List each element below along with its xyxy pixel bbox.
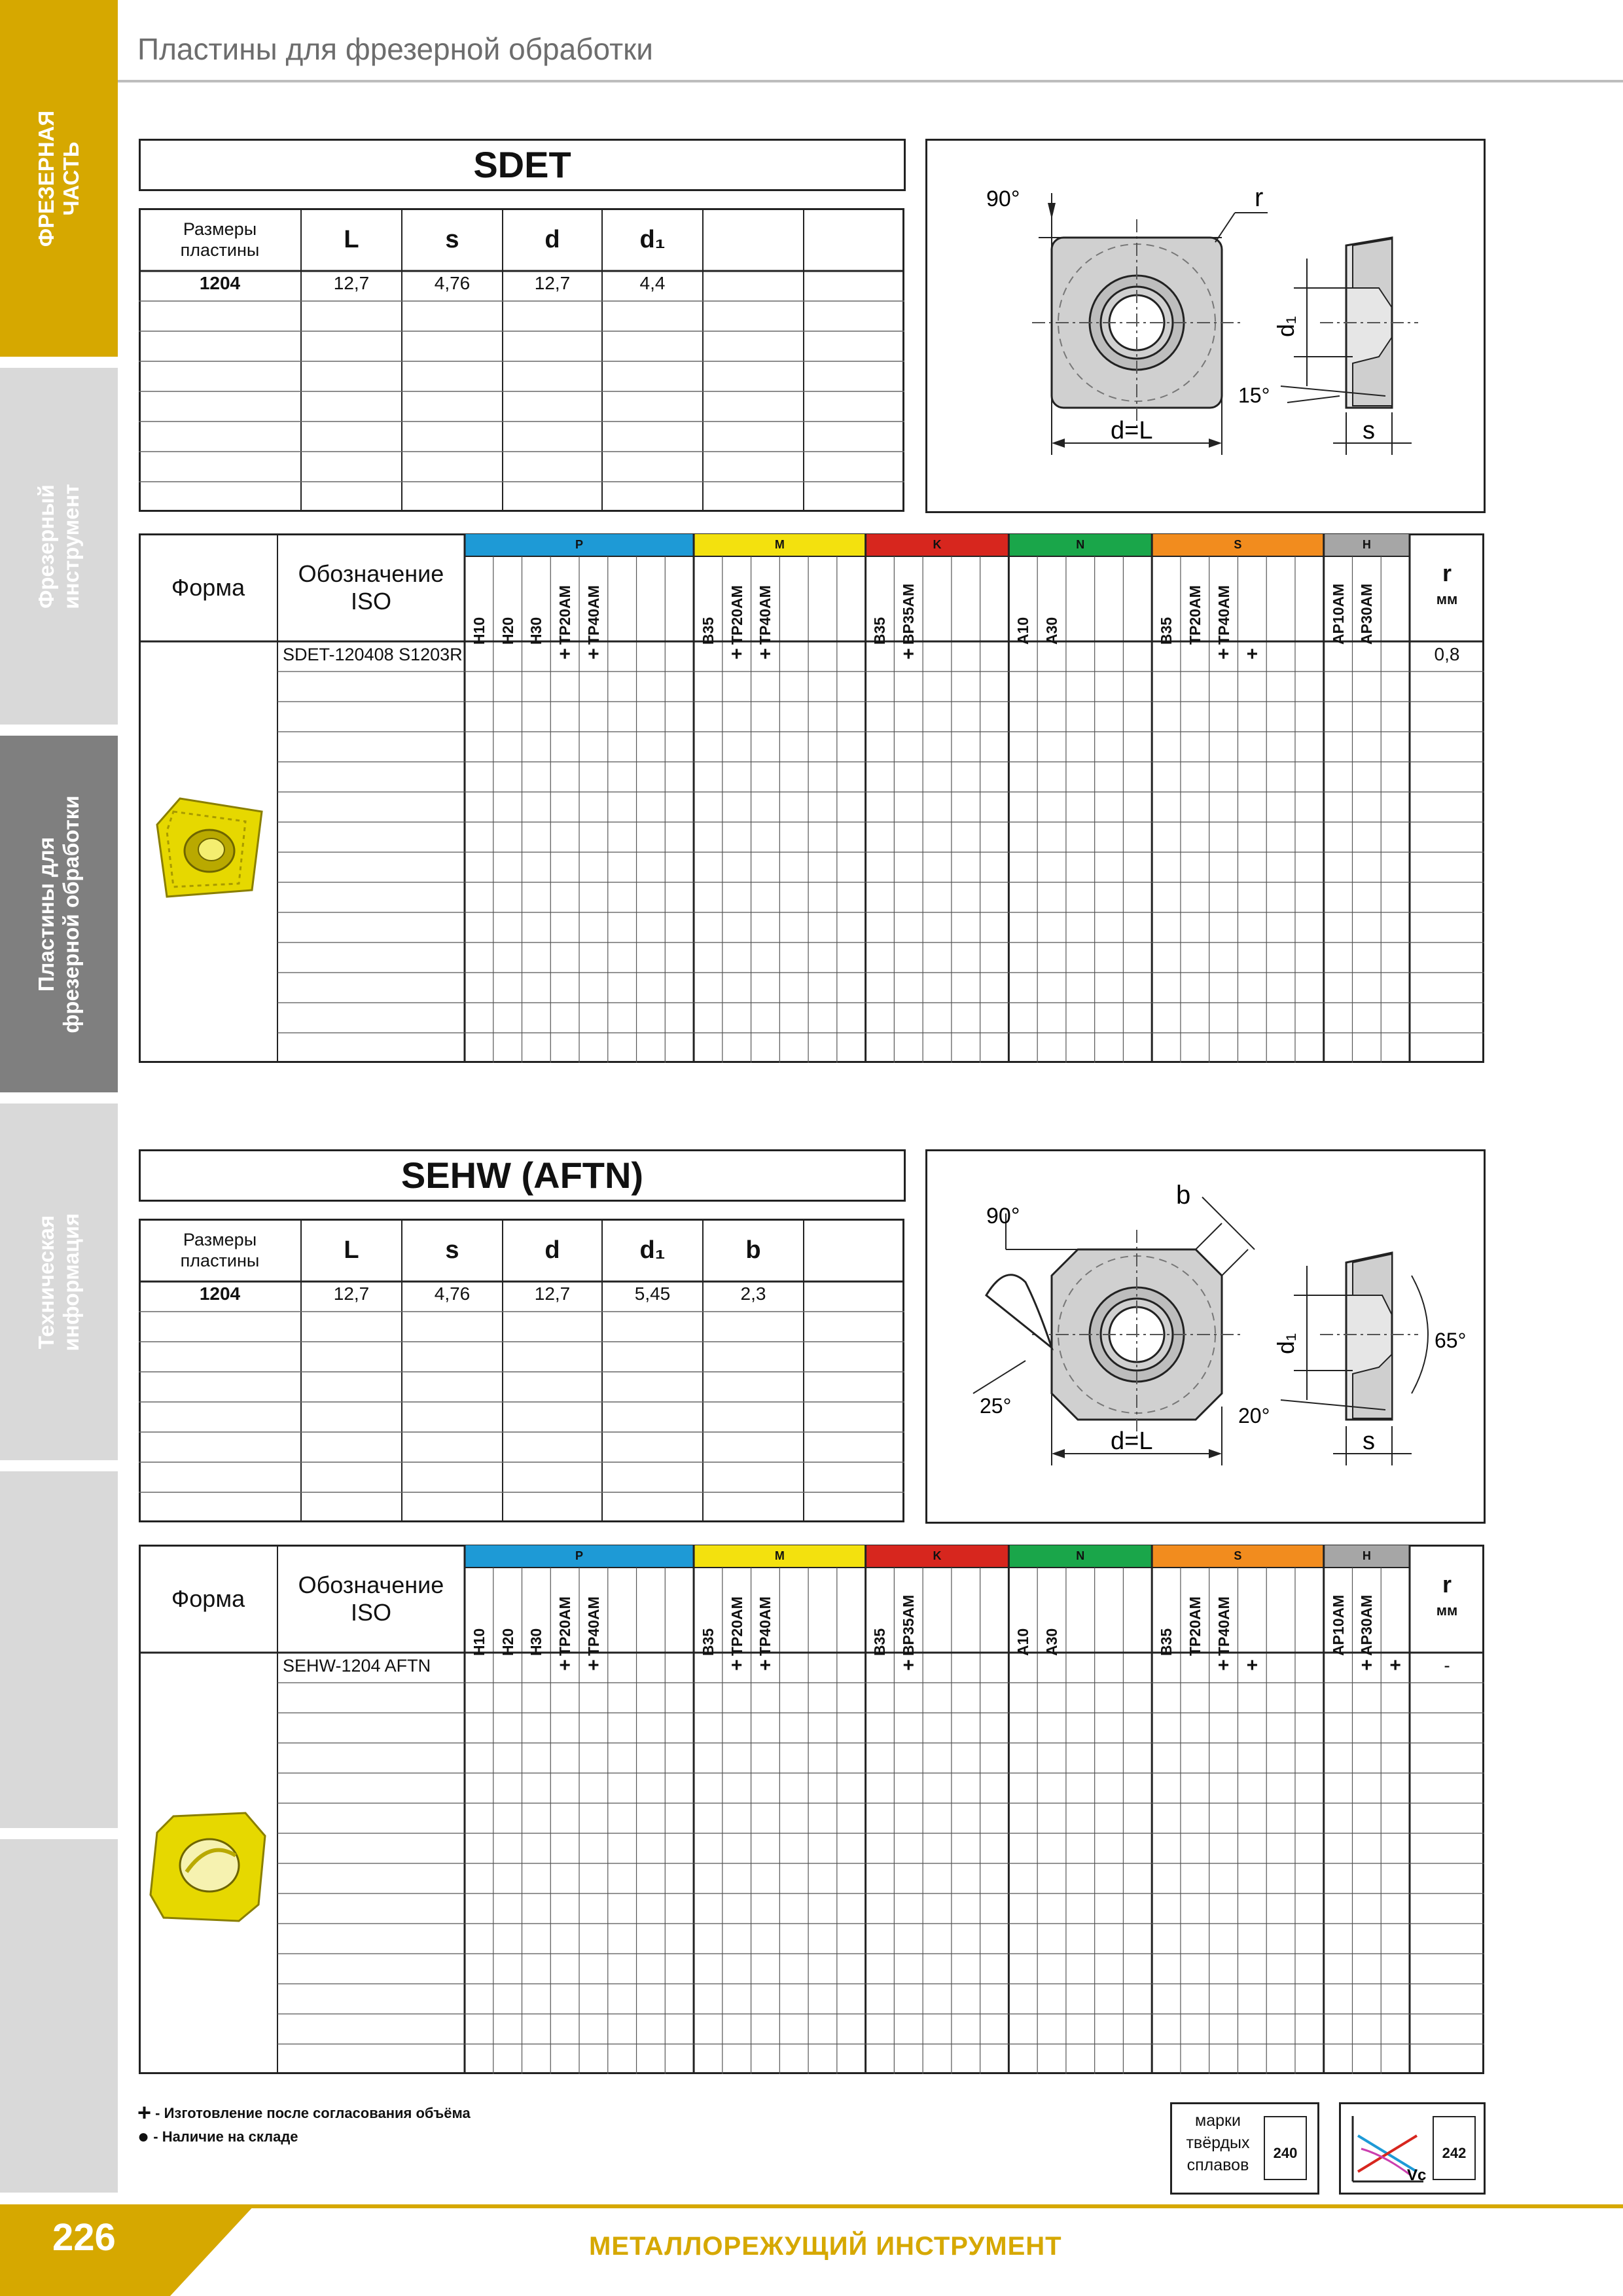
grade-col-label: B35 — [699, 617, 717, 645]
side-tab-milling-part[interactable] — [0, 0, 118, 357]
grade-group-P: P — [575, 538, 584, 551]
dims-cell: 4,76 — [434, 1283, 471, 1304]
page-icon — [1433, 2116, 1476, 2180]
grade-col-label: TP40AM — [584, 585, 602, 645]
dims-header-col: d — [544, 1236, 560, 1264]
grade-col-label: AP10AM — [1329, 1594, 1347, 1656]
page-title: Пластины для фрезерной обработки — [137, 32, 653, 66]
page-icon — [1264, 2116, 1307, 2180]
grade-col-label: A10 — [1014, 1628, 1032, 1656]
grade-mark: + — [759, 643, 772, 665]
grade-col-label: TP20AM — [1186, 1596, 1204, 1656]
dimensions-table — [139, 208, 904, 512]
page-ref-242: 242 — [1442, 2145, 1467, 2161]
label-20deg: 20° — [1238, 1404, 1270, 1427]
label-65deg: 65° — [1435, 1329, 1467, 1352]
grade-col-label: TP40AM — [757, 585, 774, 645]
label-d-equals-l: d=L — [1111, 1427, 1153, 1455]
label-90deg: 90° — [986, 1204, 1020, 1229]
grade-mark: + — [759, 1655, 772, 1676]
label-s: s — [1363, 417, 1375, 444]
side-tab-milling-tools[interactable] — [0, 368, 118, 725]
iso-header: Обозначение ISO — [298, 1571, 444, 1626]
grade-col-label: TP20AM — [556, 1596, 574, 1656]
carbide-grades-ref[interactable] — [1170, 2102, 1319, 2195]
dims-cell: 12,7 — [333, 273, 370, 293]
r-value: 0,8 — [1434, 644, 1460, 664]
side-tab-label: ФРЕЗЕРНАЯ ЧАСТЬ — [34, 110, 83, 247]
dims-header-col — [804, 1219, 904, 1282]
grade-col-label: B35 — [871, 617, 889, 645]
dims-cell: 12,7 — [333, 1283, 370, 1304]
sehw-drawing — [925, 1149, 1486, 1524]
grade-col-label: H30 — [527, 617, 545, 645]
side-tab-empty-1[interactable] — [0, 1471, 118, 1828]
page-number: 226 — [52, 2216, 116, 2259]
grade-col-label: H10 — [470, 617, 488, 645]
page-ref-240: 240 — [1273, 2145, 1298, 2161]
side-tab-milling-inserts[interactable] — [0, 736, 118, 1092]
legend-dot — [137, 2126, 298, 2148]
grade-col-label: H10 — [470, 1628, 488, 1656]
dims-size-code: 1204 — [199, 1283, 241, 1304]
grade-col-label: BP35AM — [900, 1594, 918, 1656]
sehw-drawing-svg — [927, 1151, 1484, 1522]
dims-cell: 12,7 — [534, 273, 571, 293]
sdet-insert-image — [147, 785, 272, 910]
dims-header-col: d₁ — [639, 225, 666, 253]
dims-cell: 4,4 — [639, 273, 666, 293]
dims-header-col: L — [344, 225, 359, 253]
grade-group-K: K — [933, 538, 942, 551]
dims-cell — [804, 1282, 904, 1312]
dims-size-code: 1204 — [199, 273, 241, 293]
grade-mark: + — [730, 1655, 743, 1676]
grade-group-N: N — [1076, 538, 1085, 551]
chart-icon — [1345, 2109, 1430, 2188]
section-title: SDET — [139, 139, 906, 191]
carbide-grades-text: марки твёрдых сплавов — [1186, 2111, 1250, 2174]
label-25deg: 25° — [980, 1394, 1012, 1418]
label-15deg: 15° — [1238, 384, 1270, 407]
grade-mark: + — [1361, 1655, 1373, 1676]
side-tab-label: Техническая информация — [34, 1213, 83, 1351]
grade-mark: + — [730, 643, 743, 665]
grade-col-label: AP30AM — [1358, 1594, 1376, 1656]
dims-cell — [703, 271, 804, 301]
grade-col-label: AP30AM — [1358, 583, 1376, 645]
header-rule — [118, 80, 1623, 82]
dims-cell: 5,45 — [634, 1283, 671, 1304]
forma-header: Форма — [171, 573, 245, 601]
iso-designation: SDET-120408 S1203R — [283, 645, 463, 664]
dot-icon: ● — [137, 2126, 150, 2147]
label-s: s — [1363, 1427, 1375, 1455]
grade-col-label: A30 — [1043, 617, 1061, 645]
dims-header-size: Размеры пластины — [180, 219, 260, 260]
grade-col-label: B35 — [871, 1628, 889, 1656]
sdet-drawing-svg — [927, 141, 1484, 511]
sehw-insert-image — [147, 1800, 272, 1924]
page-header — [118, 0, 1623, 82]
grade-mark: + — [559, 1655, 571, 1676]
grade-col-label: AP10AM — [1329, 583, 1347, 645]
dims-cell — [804, 271, 904, 301]
grade-group-S: S — [1234, 538, 1242, 551]
dimensions-table — [139, 1219, 904, 1522]
sdet-drawing — [925, 139, 1486, 513]
dims-header-col: d₁ — [639, 1236, 666, 1264]
dims-cell: 4,76 — [434, 273, 471, 293]
r-unit: мм — [1436, 591, 1458, 607]
label-b: b — [1176, 1181, 1191, 1210]
grade-col-label: B35 — [699, 1628, 717, 1656]
grade-col-label: TP40AM — [1215, 585, 1232, 645]
grade-group-K: K — [933, 1549, 942, 1562]
grade-col-label: TP20AM — [728, 585, 745, 645]
label-d-equals-l: d=L — [1111, 417, 1153, 444]
grade-mark: + — [902, 643, 914, 665]
brand-name: МЕТАЛЛОРЕЖУЩИЙ ИНСТРУМЕНТ — [589, 2232, 1062, 2261]
grade-col-label: TP20AM — [728, 1596, 745, 1656]
grade-mark: + — [1246, 1655, 1258, 1676]
dims-header-col: s — [445, 225, 459, 253]
legend-dot-text: - Наличие на складе — [153, 2128, 298, 2145]
grade-group-P: P — [575, 1549, 584, 1562]
grade-mark: + — [588, 643, 599, 665]
vc-label: Vc — [1407, 2166, 1427, 2184]
grade-col-label: TP40AM — [757, 1596, 774, 1656]
grade-group-H: H — [1362, 538, 1371, 551]
cutting-speed-ref[interactable] — [1339, 2102, 1486, 2195]
dims-header-col: b — [745, 1236, 761, 1264]
grade-col-label: A30 — [1043, 1628, 1061, 1656]
grade-group-M: M — [774, 1549, 785, 1562]
side-tab-label: Фрезерный инструмент — [34, 483, 83, 609]
grade-col-label: H30 — [527, 1628, 545, 1656]
grade-col-label: BP35AM — [900, 583, 918, 645]
dims-header-col: d — [544, 225, 560, 253]
grade-mark: + — [1217, 1655, 1230, 1676]
grade-mark: + — [902, 1655, 914, 1676]
section-title: SEHW (AFTN) — [139, 1149, 906, 1202]
dims-header-col: L — [344, 1236, 359, 1264]
dims-cell: 12,7 — [534, 1283, 571, 1304]
grade-mark: + — [1217, 643, 1230, 665]
dims-header-col — [804, 208, 904, 271]
grades-table — [139, 1545, 1484, 2074]
grade-mark: + — [1389, 1655, 1401, 1676]
r-unit: мм — [1436, 1602, 1458, 1619]
dims-header-size: Размеры пластины — [180, 1230, 260, 1270]
grade-mark: + — [588, 1655, 599, 1676]
dims-header-col — [703, 208, 804, 271]
grade-col-label: A10 — [1014, 617, 1032, 645]
grade-group-S: S — [1234, 1549, 1242, 1562]
page-number-badge — [0, 2204, 262, 2296]
label-d1: d₁ — [1272, 1333, 1299, 1354]
grade-col-label: TP40AM — [584, 1596, 602, 1656]
grade-group-M: M — [774, 538, 785, 551]
side-tab-label: Пластины для фрезерной обработки — [34, 795, 83, 1033]
iso-header: Обозначение ISO — [298, 560, 444, 615]
legend-plus-text: - Изготовление после согласования объёма — [155, 2105, 471, 2121]
side-tab-empty-2[interactable] — [0, 1839, 118, 2193]
grades-table — [139, 533, 1484, 1063]
side-tab-technical-info[interactable] — [0, 1103, 118, 1460]
grade-col-label: B35 — [1158, 1628, 1175, 1656]
r-header: r — [1442, 1571, 1452, 1598]
dims-header-col: s — [445, 1236, 459, 1264]
r-value: - — [1444, 1655, 1450, 1676]
grade-col-label: H20 — [499, 1628, 516, 1656]
legend-plus — [137, 2099, 471, 2126]
iso-designation: SEHW-1204 AFTN — [283, 1656, 431, 1676]
label-r: r — [1255, 183, 1264, 212]
forma-header: Форма — [171, 1585, 245, 1612]
grade-col-label: H20 — [499, 617, 516, 645]
plus-icon: + — [137, 2099, 152, 2126]
grade-col-label: TP40AM — [1215, 1596, 1232, 1656]
grade-col-label: TP20AM — [556, 585, 574, 645]
grade-mark: + — [559, 643, 571, 665]
label-d1: d₁ — [1272, 315, 1299, 337]
label-90deg: 90° — [986, 187, 1020, 211]
grade-group-N: N — [1076, 1549, 1085, 1562]
grade-col-label: TP20AM — [1186, 585, 1204, 645]
dims-cell: 2,3 — [740, 1283, 766, 1304]
grade-mark: + — [1246, 643, 1258, 665]
grade-col-label: B35 — [1158, 617, 1175, 645]
r-header: r — [1442, 560, 1452, 586]
grade-group-H: H — [1362, 1549, 1371, 1562]
